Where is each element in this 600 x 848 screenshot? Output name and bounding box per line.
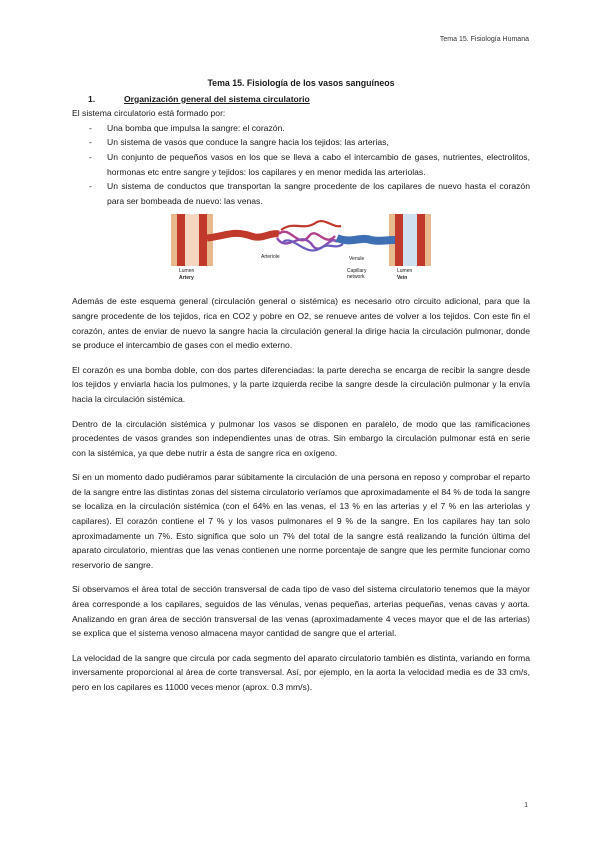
capillary-label: Capillary [347, 268, 367, 275]
vessel-illustration [171, 214, 431, 284]
paragraph: Si en un momento dado pudiéramos parar súbitamente la circulación de una persona en reposo y comprobar el reparto de la sangre entre las distintas zonas del sistema circulatorio veríamos que aproximadamente el 84 % de toda la sangre se localiza en la circulación sistémica (con el 64% en las venas, el 13 % en las arterias y el 7 % en las arteriolas y capilares). El corazón contiene el 7 % y los vasos pulmonares el 9 % de la sangre. En los capilares hay tan solo aproximadamente un 7%. Esto significa que solo un 7% del total de la sangre está realizando la función última del aparato circulatorio, mientras que las venas contienen une norme porcentaje de sangre que les permite funcionar como reservorio de sangre. [72, 472, 530, 570]
section-title: Organización general del sistema circulatorio [124, 93, 310, 104]
list-item: - Un sistema de conductos que transportan la sangre procedente de los capilares de nuevo hasta el corazón para ser bombeada de nuevo: las venas. [89, 181, 530, 206]
paragraph: Si observamos el área total de sección transversal de cada tipo de vaso del sistema circulatorio tenemos que la mayor área corresponde a los capilares, seguidos de las vénulas, venas pequeñas, arterias pequeñas, venas cavas y aorta. Analizando en gran área de sección transversal de las venas (aproximadamente 4 veces mayor que el de las arterias) se explica que el sistema venoso almacena mayor cantidad de sangre que el arterial. [72, 584, 530, 639]
capillary-branch [279, 232, 335, 241]
section-number: 1. [88, 93, 96, 104]
intro-text: El sistema circulatorio está formado por: [72, 108, 226, 119]
list-item: - Una bomba que impulsa la sangre: el corazón. [89, 122, 285, 133]
arteriole-label: Arteriole [261, 254, 280, 261]
running-header: Tema 15. Fisiología Humana [439, 36, 529, 43]
venule-label: Venule [349, 256, 365, 263]
artery-label: Artery [179, 275, 194, 282]
blood-vessel-diagram [171, 214, 431, 284]
venule-vessel [337, 238, 395, 241]
vein-label: Vein [397, 275, 408, 282]
network-label: network [347, 274, 365, 281]
capillary-branch [281, 221, 341, 230]
lumen-left-label: Lumen [179, 268, 195, 275]
document-body [72, 76, 530, 705]
arteriole-vessel [207, 234, 279, 239]
paragraph: Además de este esquema general (circulación general o sistémica) es necesario otro circuito adicional, para que la sangre procedente de los tejidos, rica en CO2 y pobre en O2, se renueve antes de volver a los tejidos. Con este fin el corazón, antes de enviar de nuevo la sangre hacia la circulación general la dirige hacia la circulación pulmonar, donde se produce el intercambio de gases con el medio externo. [72, 296, 530, 351]
paragraph: El corazón es una bomba doble, con dos partes diferenciadas: la parte derecha se encarga de recibir la sangre desde los tejidos y enviarla hacia los pulmones, y la parte izquierda recibe la sangre desde la circulación pulmonar y la envía hacia la circulación sistémica. [72, 364, 530, 404]
artery-lumen [185, 214, 199, 266]
component-list [72, 121, 530, 209]
lumen-right-label: Lumen [397, 268, 413, 275]
document-title: Tema 15. Fisiología de los vasos sanguíneos [207, 78, 395, 88]
paragraph: Dentro de la circulación sistémica y pulmonar los vasos se disponen en paralelo, de modo que las ramificaciones procedentes de vasos grandes son independientes unas de otras. Sin embargo la circulación pulmonar está en serie con la sistémica, ya que debe nutrir a ésta de sangre rica en oxígeno. [72, 418, 530, 458]
list-item: - Un sistema de vasos que conduce la sangre hacia los tejidos: las arterias, [89, 137, 389, 148]
paragraph: La velocidad de la sangre que circula por cada segmento del aparato circulatorio también es distinta, variando en forma inversamente proporcional al área de corte transversal. Así, por ejemplo, en la aorta la velocidad media es de 33 cm/s, pero en los capilares es 11000 veces menor (aprox. 0.3 mm/s). [72, 652, 530, 692]
section-heading [72, 92, 530, 107]
page-number: 1 [524, 802, 528, 809]
vein-lumen [403, 214, 417, 266]
list-item: - Un conjunto de pequeños vasos en los que se lleva a cabo el intercambio de gases, nutrientes, electrolitos, hormonas etc entre sangre y tejidos: los capilares y en menor medida las arteriolas. [89, 151, 530, 177]
